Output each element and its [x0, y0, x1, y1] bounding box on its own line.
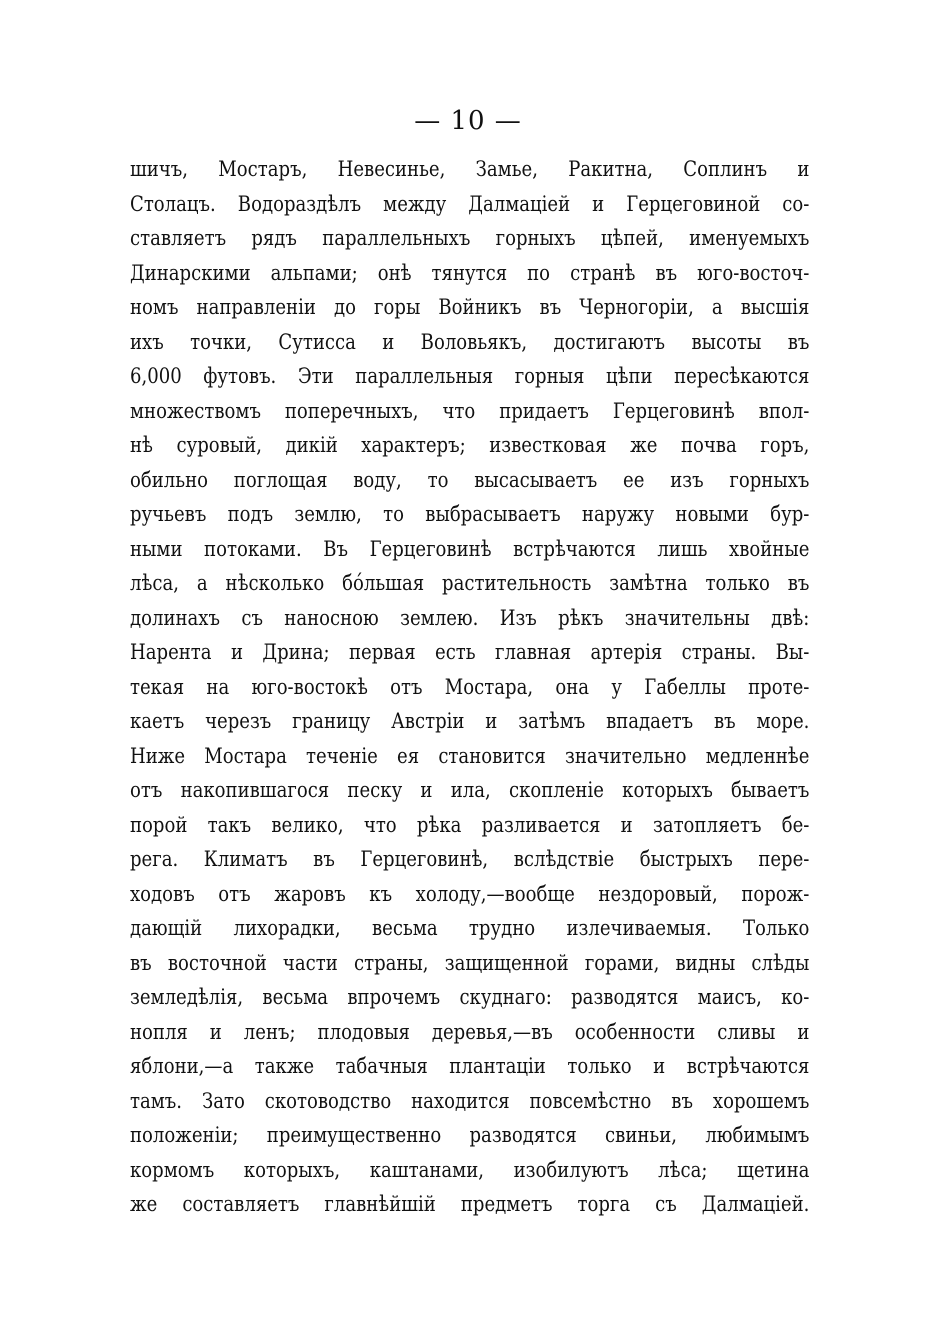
page-number: — 10 — — [414, 106, 522, 136]
text-line: ручьевъ подъ землю, то выбрасываетъ наружу новыми бур- — [130, 502, 810, 526]
text-line: же составляетъ главнѣйшій предметъ торга съ Далмаціей. — [130, 1192, 810, 1216]
text-line: положеніи; преимущественно разводятся свиньи, любимымъ — [130, 1123, 810, 1147]
text-line: ставляетъ рядъ параллельныхъ горныхъ цѣпей, именуемыхъ — [130, 226, 810, 250]
text-line: ихъ точки, Сутисса и Воловьякъ, достигаютъ высоты въ — [130, 329, 810, 354]
text-line: порой такъ велико, что рѣка разливается и затопляетъ бе- — [130, 812, 810, 837]
text-line: долинахъ съ наносною землею. Изъ рѣкъ значительны двѣ: — [130, 605, 810, 630]
text-line: ными потоками. Въ Герцеговинѣ встрѣчаются лишь хвойные — [130, 536, 810, 561]
text-line: рега. Климатъ въ Герцеговинѣ, вслѣдствіе быстрыхъ пере- — [130, 847, 810, 871]
body-text — [130, 152, 810, 1222]
text-line: Динарскими альпами; онѣ тянутся по странѣ въ юго-восточ- — [130, 260, 810, 285]
text-line: тамъ. Зато скотоводство находится повсемѣстно въ хорошемъ — [130, 1088, 810, 1113]
text-line: Столацъ. Водораздѣлъ между Далмаціей и Герцеговиной со- — [130, 191, 810, 216]
text-line: Ниже Мостара теченіе ея становится значительно медленнѣе — [130, 743, 810, 768]
text-line: кормомъ которыхъ, каштанами, изобилуютъ лѣса; щетина — [130, 1157, 810, 1182]
text-line: 6,000 футовъ. Эти параллельныя горныя цѣпи пересѣкаются — [130, 364, 810, 388]
text-line: нѣ суровый, дикій характеръ; известковая же почва горъ, — [130, 433, 810, 457]
text-line: текая на юго-востокѣ отъ Мостара, она у Габеллы проте- — [130, 674, 810, 699]
text-line: яблони,—а также табачныя плантаціи только и встрѣчаются — [130, 1054, 810, 1078]
text-line: дающій лихорадки, весьма трудно излечиваемыя. Только — [130, 916, 810, 940]
text-line: лѣса, а нѣсколько бо́льшая растительность замѣтна только въ — [130, 571, 810, 595]
text-line: множествомъ поперечныхъ, что придаетъ Герцеговинѣ впол- — [130, 398, 810, 423]
text-line: земледѣлія, весьма впрочемъ скуднаго: разводятся маисъ, ко- — [130, 985, 810, 1009]
text-line: отъ накопившагося песку и ила, скопленіе которыхъ бываетъ — [130, 778, 810, 802]
text-line: ходовъ отъ жаровъ къ холоду,—вообще нездоровый, порож- — [130, 881, 810, 906]
text-line: каетъ черезъ границу Австріи и затѣмъ впадаетъ въ море. — [130, 709, 810, 733]
text-line: нопля и ленъ; плодовыя деревья,—въ особенности сливы и — [130, 1019, 810, 1044]
text-line: шичъ, Мостаръ, Невесинье, Замье, Ракитна, Соплинъ и — [130, 157, 810, 181]
text-line: въ восточной части страны, защищенной горами, видны слѣды — [130, 950, 810, 975]
text-line: номъ направленіи до горы Войникъ въ Черногоріи, а высшія — [130, 295, 810, 319]
text-line: Нарента и Дрина; первая есть главная артерія страны. Вы- — [130, 640, 810, 664]
text-line: обильно поглощая воду, то высасываетъ ее изъ горныхъ — [130, 467, 810, 492]
